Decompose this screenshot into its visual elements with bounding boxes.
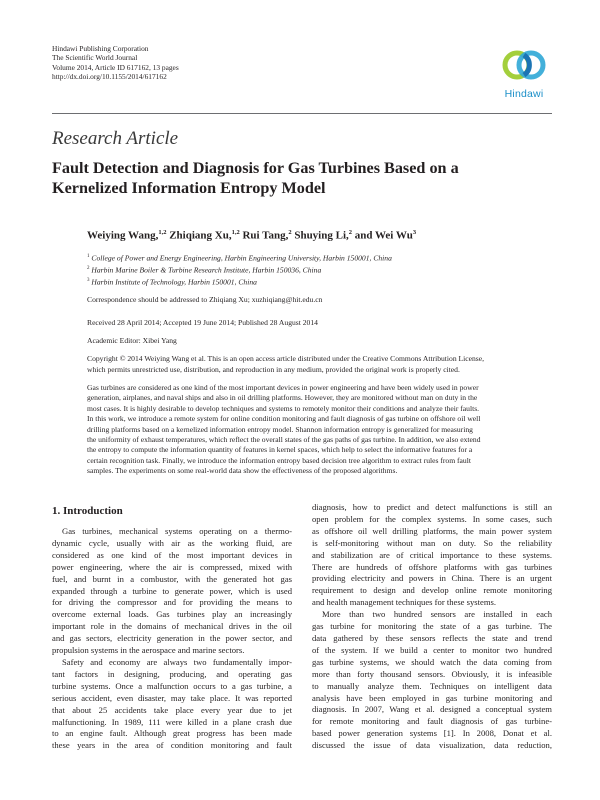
- body-line: for remote monitoring and fault diagnosis of gas turbine-: [312, 716, 552, 727]
- affiliation: $^1$ College of Power and Energy Engineering, Harbin Engineering University, Harbin 150001, China: [87, 253, 392, 263]
- body-line: Safety and economy are always two fundamentally impor-: [62, 656, 292, 667]
- body-line: diagnosis. In 2007, Wang et al. designed a conceptual system: [312, 704, 552, 715]
- hindawi-logo-icon: [496, 44, 552, 86]
- body-line: data gathered by these sensors reflects the state and trend: [312, 632, 552, 643]
- doi-link[interactable]: http://dx.doi.org/10.1155/2014/617162: [52, 72, 167, 82]
- journal-name: The Scientific World Journal: [52, 53, 138, 63]
- author-list: [87, 229, 416, 242]
- abstract-line: most cases. It is highly desirable to develop techniques and systems to remotely monitor their conditions and analyze their faults.: [87, 403, 480, 413]
- body-line: dynamic cycle, usually with air as the working fluid, are: [52, 537, 292, 548]
- body-line: propulsion systems in the aerospace and marine sectors.: [52, 645, 245, 656]
- body-line: and gas sectors, electricity generation in the power sector, and: [52, 633, 292, 644]
- author-affiliation-mark: 3: [412, 229, 417, 236]
- body-line: based power generation systems [1]. In 2008, Donat et al.: [312, 728, 552, 739]
- abstract-line: generation, airplanes, and naval ships and also in oil drilling platforms. However, they are monitored without man on duty in the: [87, 393, 478, 403]
- body-line: overcome external loads. Gas turbines play an increasingly: [52, 609, 292, 620]
- abstract-line: drilling platforms based on a kernelized information entropy model. Shannon information entropy is generalized for measuring: [87, 424, 473, 434]
- title-line: Kernelized Information Entropy Model: [52, 179, 326, 197]
- logo-text: Hindawi: [504, 88, 544, 100]
- body-line: that about 25 accidents take place every year due to jet: [52, 704, 292, 715]
- author-name: and Wei Wu: [352, 229, 413, 242]
- body-line: and stabilization are of critical importance to these systems.: [312, 549, 552, 560]
- body-line: to manually analyze them. Techniques on intelligent data: [312, 680, 552, 691]
- abstract-line: In this work, we introduce a remote system for online condition monitoring and fault diagnosis of gas turbine on offshore oil well: [87, 414, 481, 424]
- correspondence: Correspondence should be addressed to Zhiqiang Xu; xuzhiqiang@hit.edu.cn: [87, 295, 323, 304]
- body-line: diagnosis, how to predict and detect malfunctions is still an: [312, 502, 552, 512]
- title-line: Fault Detection and Diagnosis for Gas Turbines Based on a: [52, 159, 459, 177]
- abstract-line: certain recognition task. Finally, we introduce the information entropy based decision tree algorithm to extract rules from fault: [87, 455, 471, 465]
- body-line: more than forty thousand sensors. Obviously, it is infeasible: [312, 668, 552, 679]
- body-line: requirement to design and develop online remote monitoring: [312, 585, 552, 596]
- publication-dates: Received 28 April 2014; Accepted 19 June 2014; Published 28 August 2014: [87, 318, 318, 327]
- hindawi-logo: [496, 44, 552, 106]
- body-line: these years in the area of condition monitoring and fault: [52, 740, 292, 751]
- affiliation: $^3$ Harbin Institute of Technology, Harbin 150001, China: [87, 277, 257, 287]
- author-affiliation-mark: 2: [288, 229, 292, 236]
- body-line: fuel, and burnt in a combustor, with the generated hot gas: [52, 573, 292, 584]
- body-line: expanded through a turbine to generate power, which is used: [52, 585, 292, 596]
- affiliations: [87, 252, 392, 288]
- body-line: analysis have been employed in gas turbine monitoring and: [312, 692, 552, 703]
- journal-header: [52, 44, 179, 82]
- body-line: tant factors in designing, producing, and operating gas: [52, 668, 292, 679]
- article-title: [52, 158, 552, 198]
- author-name: Rui Tang,: [239, 229, 289, 242]
- abstract-line: the entropy to compute the information quantity of features in kernel spaces, which help to select the informative features for a: [87, 445, 473, 455]
- author-affiliation-mark: 1,2: [158, 229, 167, 236]
- header-divider: [52, 113, 552, 114]
- body-line: open problem for the complex systems. In some cases, such: [312, 513, 552, 524]
- copyright-notice: [87, 354, 555, 375]
- author-name: Weiying Wang,: [87, 229, 159, 242]
- author-name: Shuying Li,: [291, 229, 349, 242]
- volume-info: Volume 2014, Article ID 617162, 13 pages: [52, 62, 179, 72]
- body-line: is self-monitoring without man on duty. So the reliability: [312, 537, 552, 548]
- body-line: malfunctioning. In 1989, 111 were killed in a plane crash due: [52, 716, 292, 727]
- author-affiliation-mark: 2: [348, 229, 352, 236]
- body-line: important role in the domains of mechanical drives in the oil: [52, 621, 292, 632]
- copyright-line: Copyright © 2014 Weiying Wang et al. This is an open access article distributed under the Creative Commons Attribution License,: [87, 354, 485, 363]
- body-line: and health management techniques for these systems.: [312, 597, 496, 608]
- affiliation: $^2$ Harbin Marine Boiler & Turbine Research Institute, Harbin 150036, China: [87, 265, 322, 275]
- body-column-right: [312, 502, 552, 752]
- body-line: Gas turbines, mechanical systems operating on a thermo-: [62, 526, 292, 536]
- body-line: as offshore oil well drilling platforms, the main power system: [312, 525, 552, 536]
- publisher: Hindawi Publishing Corporation: [52, 44, 149, 53]
- body-line: of the system. If we build a center to monitor two hundred: [312, 644, 552, 655]
- abstract-line: Gas turbines are considered as one kind of the most important devices in power engineering and have been widely used in power: [87, 383, 479, 392]
- abstract-line: samples. The experiments on some real-world data show the effectiveness of the proposed algorithms.: [87, 466, 398, 476]
- copyright-line: which permits unrestricted use, distribution, and reproduction in any medium, provided the original work is properly cited.: [87, 364, 460, 374]
- body-line: gas turbine for monitoring the state of a gas turbine. The: [312, 621, 552, 632]
- body-column-left: [52, 526, 292, 752]
- body-line: providing electricity and powers in China. There is an urgent: [312, 573, 552, 584]
- body-line: turbine systems. Once a malfunction occurs to a gas turbine, a: [52, 680, 292, 691]
- author-affiliation-mark: 1,2: [231, 229, 240, 236]
- body-line: serious accident, even disaster, may take place. It was reported: [52, 692, 292, 703]
- article-type: Research Article: [52, 128, 179, 149]
- body-line: gas turbine systems, we should watch the data coming from: [312, 656, 552, 667]
- body-line: More than two hundred sensors are installed in each: [322, 609, 552, 620]
- author-name: Zhiqiang Xu,: [166, 229, 232, 242]
- section-heading: 1. Introduction: [52, 505, 123, 517]
- body-line: discussed the issue of data visualization, data reduction,: [312, 740, 552, 751]
- body-line: considered as one kind of the most important devices in: [52, 549, 292, 560]
- body-line: to an engine fault. Although great progress has been made: [52, 728, 292, 739]
- abstract: [87, 383, 555, 477]
- body-line: for driving the compressor and for providing the means to: [52, 597, 292, 608]
- body-line: There are hundreds of offshore platforms with gas turbines: [312, 561, 552, 572]
- abstract-line: the uniformity of exhaust temperatures, which reflect the overall states of the gas paths of gas turbine. In addition, we also extend: [87, 435, 481, 445]
- body-line: power engineering, where the air is compressed, mixed with: [52, 561, 292, 572]
- academic-editor: Academic Editor: Xibei Yang: [87, 336, 177, 345]
